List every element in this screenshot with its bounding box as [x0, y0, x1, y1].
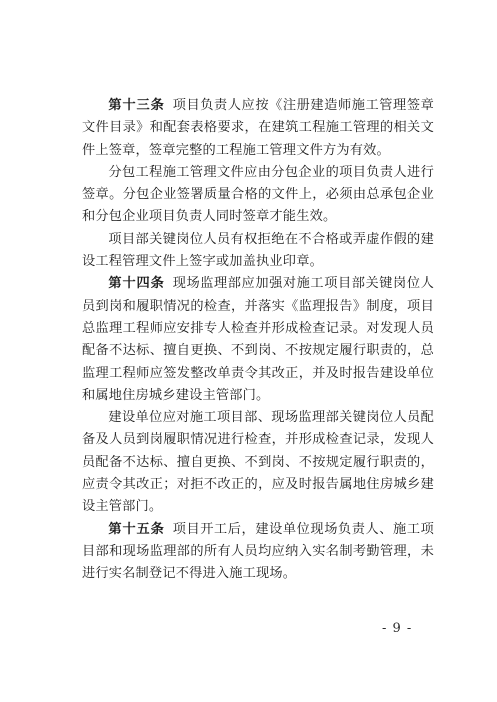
- refusal-right-paragraph: [82, 229, 434, 274]
- document-body: [82, 95, 434, 586]
- article-15-heading: 第十五条: [108, 521, 165, 537]
- owner-inspection-text: 建设单位应对施工项目部、现场监理部关键岗位人员配备及人员到岗履职情况进行检查，并形成检查记录，发现人员配备不达标、擅自更换、不到岗、不按规定履行职责的，应责令其改正；对拒不改正的，应及时报告属地住房城乡建设主管部门。: [82, 410, 434, 515]
- subcontract-text: 分包工程施工管理文件应由分包企业的项目负责人进行签章。分包企业签署质量合格的文件上，必须由总承包企业和分包企业项目负责人同时签章才能生效。: [82, 164, 434, 225]
- owner-inspection-paragraph: [82, 407, 434, 518]
- article-14-text: 现场监理部应加强对施工项目部关键岗位人员到岗和履职情况的检查，并落实《监理报告》制度，项目总监理工程师应安排专人检查并形成检查记录。对发现人员配备不达标、擅自更换、不到岗、不按规定履行职责的，总监理工程师应签发整改单责令其改正，并及时报告建设单位和属地住房城乡建设主管部门。: [82, 276, 434, 403]
- article-15-paragraph: [82, 519, 434, 586]
- article-15-text: 项目开工后，建设单位现场负责人、施工项目部和现场监理部的所有人员均应纳入实名制考勤管理，未进行实名制登记不得进入施工现场。: [82, 521, 434, 582]
- subcontract-paragraph: [82, 162, 434, 229]
- article-13-paragraph: [82, 95, 434, 162]
- article-14-heading: 第十四条: [108, 276, 165, 292]
- article-13-text: 项目负责人应按《注册建造师施工管理签章文件目录》和配套表格要求，在建筑工程施工管理的相关文件上签章，签章完整的工程施工管理文件方为有效。: [82, 98, 434, 158]
- refusal-right-text: 项目部关键岗位人员有权拒绝在不合格或弄虚作假的建设工程管理文件上签字或加盖执业印章。: [82, 231, 434, 270]
- article-14-paragraph: [82, 273, 434, 407]
- page-number: - 9 -: [382, 621, 413, 636]
- article-13-heading: 第十三条: [108, 98, 165, 113]
